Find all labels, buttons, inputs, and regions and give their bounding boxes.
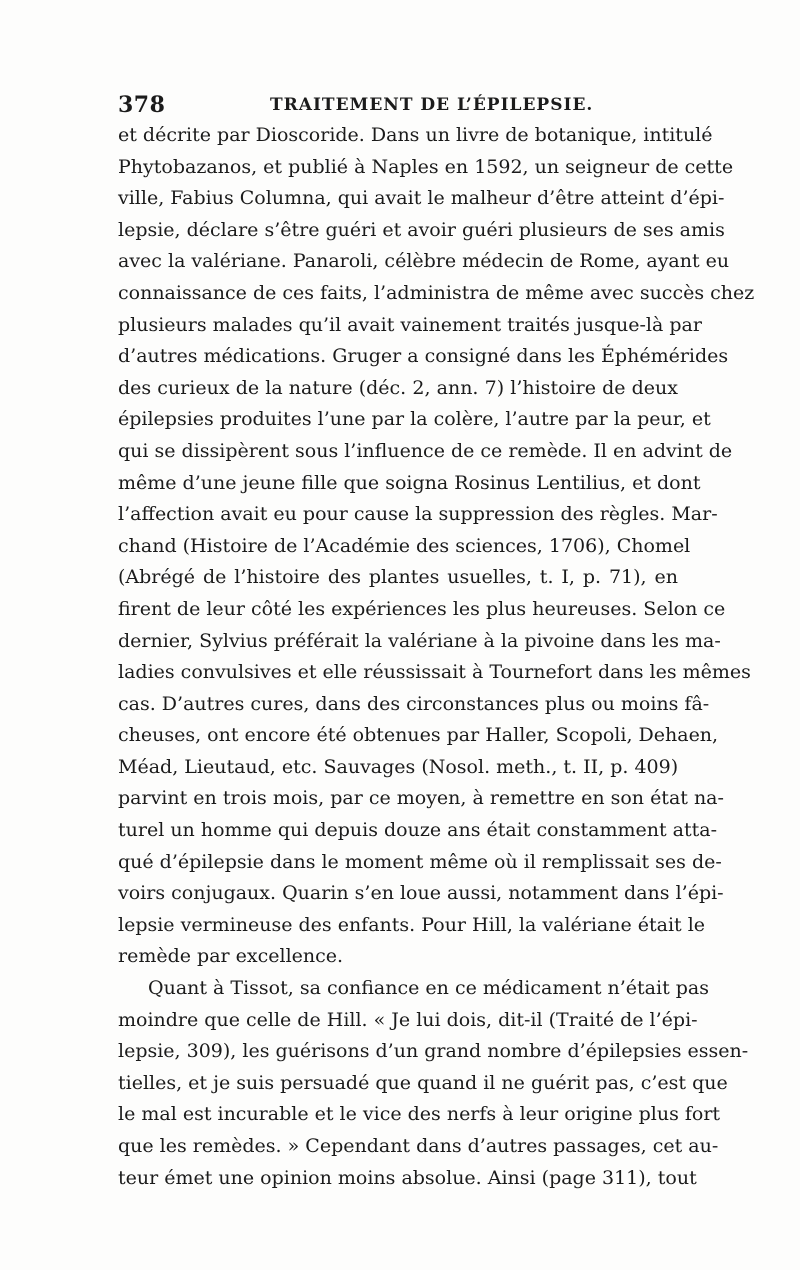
text-line: Quant à Tissot, sa confiance en ce médicament n’était pas [148, 977, 709, 1000]
text-line: ladies convulsives et elle réussissait à Tournefort dans les mêmes [118, 661, 751, 684]
text-line: le mal est incurable et le vice des nerfs à leur origine plus fort [118, 1103, 721, 1126]
text-line: chand (Histoire de l’Académie des sciences, 1706), Chomel [118, 534, 691, 557]
text-line: ville, Fabius Columna, qui avait le malheur d’être atteint d’épi- [118, 187, 725, 210]
text-line: teur émet une opinion moins absolue. Ainsi (page 311), tout [118, 1166, 697, 1189]
text-line: Phytobazanos, et publié à Naples en 1592, un seigneur de cette [118, 155, 734, 178]
text-line: turel un homme qui depuis douze ans était constamment atta- [118, 819, 718, 842]
text-line: épilepsies produites l’une par la colère, l’autre par la peur, et [118, 408, 711, 431]
text-line: lepsie vermineuse des enfants. Pour Hill, la valériane était le [118, 913, 706, 936]
body-text [118, 120, 755, 1194]
text-line: même d’une jeune fille que soigna Rosinus Lentilius, et dont [118, 471, 701, 494]
text-line: parvint en trois mois, par ce moyen, à remettre en son état na- [118, 787, 724, 810]
text-line: remède par excellence. [118, 945, 344, 968]
text-line: qui se dissipèrent sous l’influence de ce remède. Il en advint de [118, 439, 733, 462]
text-line: et décrite par Dioscoride. Dans un livre de botanique, intitulé [118, 124, 713, 146]
text-line: qué d’épilepsie dans le moment même où il remplissait ses de- [118, 850, 722, 873]
running-title: TRAITEMENT DE L’ÉPILEPSIE. [270, 95, 594, 115]
text-line: tielles, et je suis persuadé que quand il ne guérit pas, c’est que [118, 1071, 728, 1094]
text-line: cas. D’autres cures, dans des circonstances plus ou moins fâ- [118, 692, 710, 715]
text-line: Méad, Lieutaud, etc. Sauvages (Nosol. meth., t. II, p. 409) [118, 755, 679, 778]
text-line: connaissance de ces faits, l’administra de même avec succès chez [118, 281, 755, 304]
text-line: firent de leur côté les expériences les plus heureuses. Selon ce [118, 597, 726, 620]
page-header [118, 92, 678, 122]
text-line: plusieurs malades qu’il avait vainement traités jusque-là par [118, 313, 702, 336]
text-line: (Abrégé de l’histoire des plantes usuelles, t. I, p. 71), en [118, 566, 678, 589]
text-line: voirs conjugaux. Quarin s’en loue aussi, notamment dans l’épi- [118, 882, 724, 905]
text-line: dernier, Sylvius préférait la valériane à la pivoine dans les ma- [118, 629, 721, 652]
text-line: avec la valériane. Panaroli, célèbre médecin de Rome, ayant eu [118, 250, 730, 273]
text-line: que les remèdes. » Cependant dans d’autres passages, cet au- [118, 1135, 719, 1157]
text-line: d’autres médications. Gruger a consigné dans les Éphémérides [118, 345, 729, 368]
page-number: 378 [118, 92, 166, 118]
text-line: lepsie, 309), les guérisons d’un grand nombre d’épilepsies essen- [118, 1040, 749, 1063]
text-line: lepsie, déclare s’être guéri et avoir guéri plusieurs de ses amis [118, 218, 725, 241]
text-line: cheuses, ont encore été obtenues par Haller, Scopoli, Dehaen, [118, 724, 719, 747]
text-line: l’affection avait eu pour cause la suppression des règles. Mar- [118, 503, 718, 526]
text-line: des curieux de la nature (déc. 2, ann. 7) l’histoire de deux [118, 376, 678, 399]
text-line: moindre que celle de Hill. « Je lui dois, dit-il (Traité de l’épi- [118, 1008, 698, 1031]
